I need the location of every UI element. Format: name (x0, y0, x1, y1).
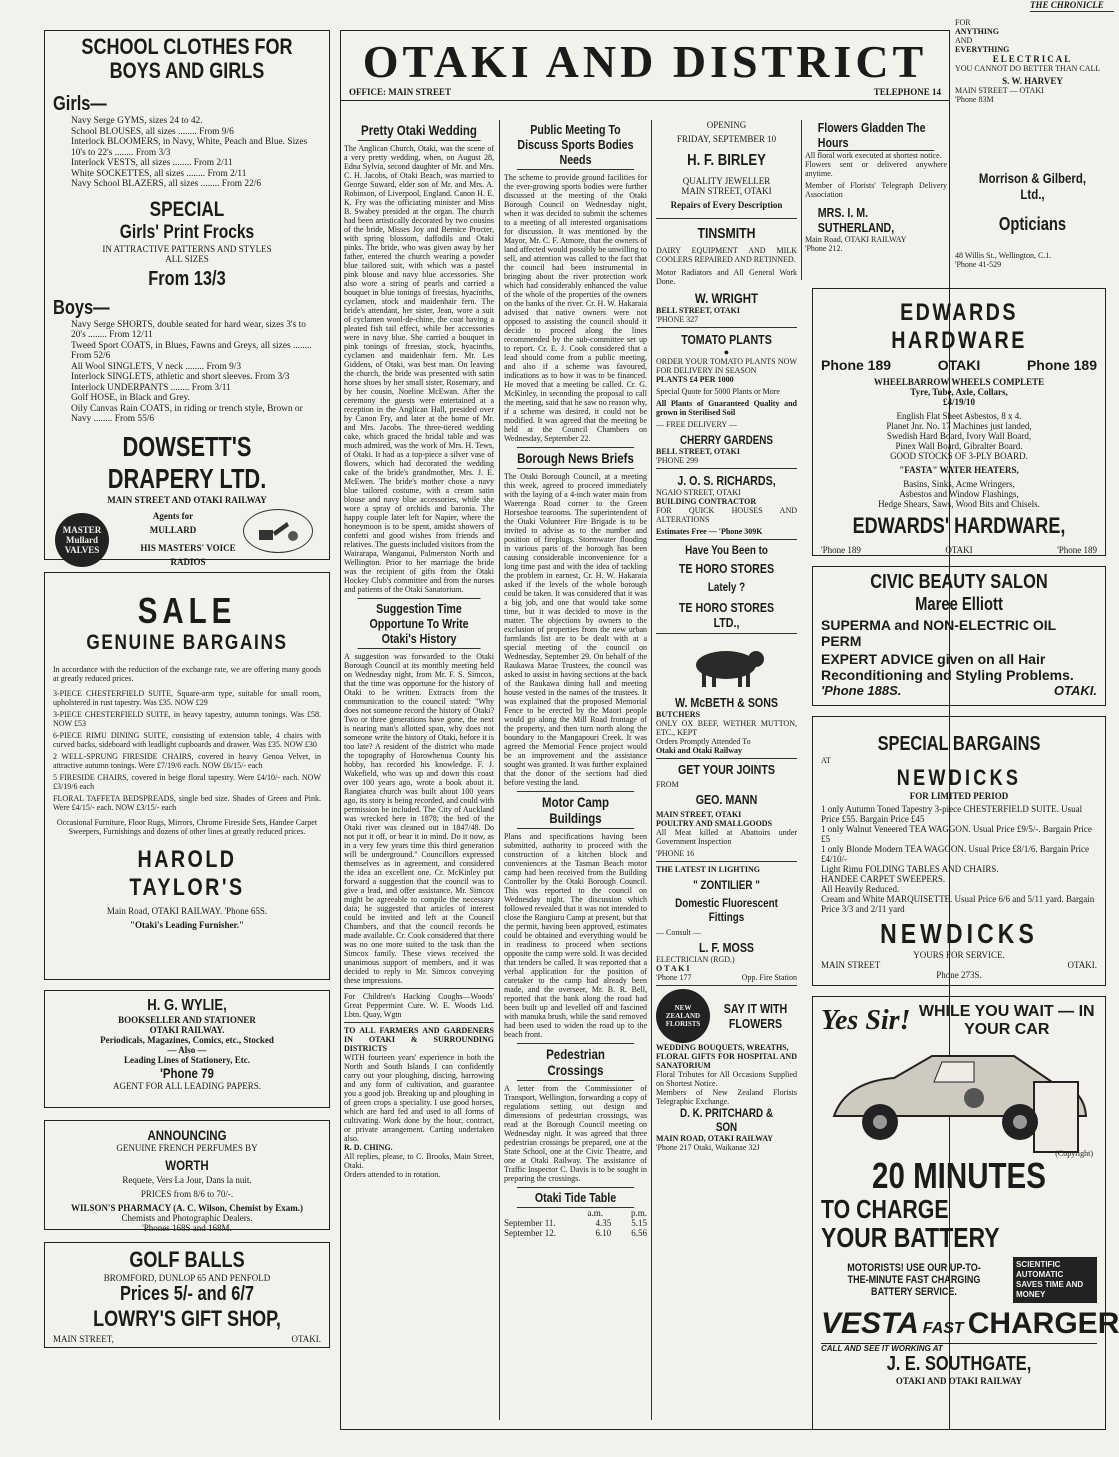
newdicks-period: FOR LIMITED PERIOD (909, 791, 1009, 801)
golf-town: OTAKI. (291, 1334, 321, 1344)
moss-opp: Opp. Fire Station (741, 973, 797, 982)
tinsmith-addr: BELL STREET, OTAKI (656, 306, 740, 315)
ad-title: SCHOOL CLOTHES FOR BOYS AND GIRLS (81, 34, 293, 83)
girls-item: School BLOUSES, all sizes ........ From 9/6 (71, 126, 234, 137)
vesta-charger: CHARGER (967, 1307, 1119, 1340)
richards-addr: NGAIO STREET, OTAKI (656, 488, 741, 497)
birley-repairs: Repairs of Every Description (670, 200, 783, 210)
vesta-brand: VESTA (821, 1307, 919, 1340)
tomato-name: CHERRY GARDENS (680, 433, 773, 447)
mann-title: GET YOUR JOINTS (678, 762, 775, 777)
wylie-place: OTAKI RAILWAY. (149, 1025, 225, 1035)
vesta-yes: Yes Sir! (821, 1005, 911, 1036)
district-title: OTAKI AND DISTRICT (362, 36, 928, 87)
pritchard-name: D. K. PRITCHARD & SON (680, 1106, 773, 1134)
from-price: From 13/3 (148, 267, 226, 290)
civic-item: EXPERT ADVICE given on all Hair Reconditioning and Styling Problems. (821, 651, 1074, 683)
agents-for: Agents for (152, 510, 194, 521)
harvey-l5: ELECTRICAL (992, 54, 1073, 64)
tinsmith-name: W. WRIGHT (694, 290, 759, 306)
farmers-addr: All replies, please, to C. Brooks, Main Street, Otaki. (344, 1152, 494, 1170)
newdicks-ad (812, 716, 1106, 986)
boys-list (53, 320, 321, 425)
tehoro-name: TE HORO STORES LTD., (678, 600, 775, 630)
mcbeth-trade: BUTCHERS (656, 710, 701, 719)
moss-brand: " ZONTILIER " (693, 878, 760, 892)
wedding-body: The Anglican Church, Otaki, was the scene of a very pretty wedding, when, on August 28, Edna Sylvia, second daughter of Mr. and Mrs. C. H. Jacobs, of Otaki Beach, was married to George Suward, elder son of Mr. and Mrs. A. Robinson, of Liverpool, England. Canon H. E. K. Fry was the officiating minister and Miss B. Swabey presided at the organ. The church had been artistically decorated by two cousins of the bride, Misses Joy and Bernice Procter, with spring blossom, daffodils and Otaki pinks. The bride, who was given away by her father, entered the church wearing a powder blue tailored suit, with which was a pastel pink blouse and navy blue accessories. She also wore a string of pearls and carried a bouquet in blue tonings of freesias, hyacinths, cyclamen, stock and maidenhair fern. The bride's attendant, her sister, Jean, wore a suit of cyclamen wool-de-chine, the coat having a pleated fish tail effect, while her accessories were in navy blue. She carried a bouquet in pink tonings of freesias, stock, hyacinths, cyclamen and maidenhair fern. Mr. Les Giddens, of Otaki, was best man. On leaving the church, the bride was presented with satin horse shoes by her small sister, Rosemary, and by her cousin, Noeline McEwan. After the ceremony the guests were entertained at a reception in the Anglican Hall, presided over by Canon Fry, and later at the home of Mr. and Mrs. Jacobs. The three-tiered wedding cake, which graced the bridal table and was much admired, was the work of Mrs. H. Tews, of Otaki. It had as a top-piece a silver vase of flowers, which had decorated the wedding cake of the bride's grandmother, Mrs. J. E. McEwen. The bride's mother chose a navy blue tailored costume, with a cream satin blouse and navy blue accessories, while she wore a spray of orchids and baronia. The happy couple later left for Napier, where the honeymoon is to be spent, amidst showers of confetti and good wishes from friends and relatives. The guests included visitors from the Wairarapa, Wanganui, Palmerston North and Wellington. Prior to her marriage the bride was the recipient of gifts from the Otaki Hockey Club's committee and from the nurses and patients of the Otaki Sanatorium. (344, 144, 494, 594)
boys-item: Golf HOSE, in Black and Grey. (71, 393, 190, 403)
civic-item: SUPERMA and NON-ELECTRIC OIL PERM (821, 617, 1056, 649)
sizes: ALL SIZES (165, 253, 209, 264)
newdicks-at: AT (821, 756, 831, 765)
civic-town: OTAKI. (1053, 683, 1097, 698)
birley-name: H. F. BIRLEY (687, 152, 766, 169)
newdicks-item: 1 only Autumn Toned Tapestry 3-piece CHESTERFIELD SUITE. Usual Price £55. Bargain Price £45 (821, 804, 1083, 824)
vesta-fast: FAST (922, 1320, 964, 1337)
vesta-motorists: MOTORISTS! USE OUR UP-TO-THE-MINUTE FAST CHARGING BATTERY SERVICE. (847, 1262, 981, 1298)
vesta-call: CALL AND SEE IT WORKING AT (821, 1343, 1097, 1353)
flowers-head: Flowers Gladden The Hours (818, 120, 934, 151)
boys-heading: Boys— (53, 296, 110, 319)
tomato-addr: BELL STREET, OTAKI (656, 447, 740, 456)
tinsmith-phone: 'PHONE 327 (656, 315, 699, 324)
newdicks-phone: Phone 273S. (936, 970, 982, 980)
sale-item: 2 WELL-SPRUNG FIRESIDE CHAIRS, covered in heavy Genoa Velvet, in attractive autumn tonings. Were £7/19/6 each. NOW £6/15/- each (53, 752, 321, 770)
newdicks-street: MAIN STREET (821, 960, 881, 970)
pritchard-say: SAY IT WITH FLOWERS (723, 1001, 788, 1031)
edwards-town: OTAKI (937, 357, 981, 373)
mann-from: FROM (656, 780, 679, 789)
girls-item: Interlock BLOOMERS, in Navy, White, Peach and Blue. Sizes 10's to 22's ........ From 3/3 (71, 137, 308, 158)
tide-am: a.m. (587, 1208, 603, 1218)
mullard: MULLARD (149, 524, 197, 535)
perfume-names: Requete, Vers La Jour, Dans la nuit. (122, 1175, 252, 1185)
boys-item: Tweed Sport COATS, in Blues, Fawns and Greys, all sizes ........ From 52/6 (71, 340, 312, 361)
edwards-fasta: "FASTA" WATER HEATERS, (899, 465, 1019, 475)
newdicks-town: OTAKI. (1067, 960, 1097, 970)
perfume-prices: PRICES from 8/6 to 70/-. (140, 1189, 234, 1199)
vesta-addr: OTAKI AND OTAKI RAILWAY (895, 1376, 1023, 1386)
vesta-bullet: SAVES TIME AND MONEY (1016, 1280, 1084, 1299)
tehoro-q3: Lately ? (707, 580, 746, 594)
flowers-l2: Flowers sent or delivered anywhere anytime. (805, 160, 947, 178)
vesta-charge: TO CHARGE (821, 1194, 949, 1224)
boys-item: Navy Serge SHORTS, double seated for hard wear, sizes 3's to 20's ........ From 12/11 (71, 319, 306, 340)
cough-classified: For Children's Hacking Coughs—Woods' Great Peppermint Cure. W. E. Woods Ltd. Lbtn. Quay, Wgtn (344, 992, 494, 1019)
tide-row (504, 1228, 647, 1238)
wylie-name: H. G. WYLIE, (147, 997, 227, 1014)
vesta-wait: WHILE YOU WAIT — IN YOUR CAR (918, 1003, 1095, 1038)
tide-day: September 11. (504, 1218, 556, 1228)
meeting-body: The scheme to provide ground facilities for the ever-growing sports bodies were further discussed at the meeting of the Otaki Borough Council on Wednesday night, when it was decided to submit the schemes to a meeting of all interested organisations for discussion. It was mentioned by the Mayor, Mr. C. F. Atmore, that the owners of land affected would possibly be unwilling to sell, and attention was called to the fact that the council had been instrumental in bringing about the river protection work which had considerably enhanced the value of the whole of the properties of the owners on the banks of the river. Cr. H. W. Hakaraia advised that native owners were not opposed to assisting the council should it decide to proceed along the lines recommended by the sub-committee set up to report. Cr. E. J. Cook considered that a lead should come from a public meeting, and also if a scheme was favoured, indications as to how it was to be financed. He moved that a meeting be called. Cr. G. McKinley, in seconding the proposal to call the meeting, said that he saw no reason why, if a scheme was desired, it could not be modified. It was agreed that the meeting be held at the Council Chambers on Wednesday, September 22. (504, 173, 647, 443)
mann-name: GEO. MANN (695, 792, 758, 807)
vesta-minutes: 20 MINUTES (872, 1155, 1046, 1196)
pritchard-member: Members of New Zealand Florists Telegraphic Exchange. (656, 1088, 797, 1106)
district-col-3 (651, 120, 797, 1420)
moss-trade: ELECTRICIAN (RGD.) (656, 955, 735, 964)
hmv-dog-icon (243, 509, 313, 553)
taylor-address: Main Road, OTAKI RAILWAY. 'Phone 65S. (106, 906, 268, 916)
tomato-title: TOMATO PLANTS (681, 332, 772, 347)
tomato-delivery: — FREE DELIVERY — (656, 420, 737, 429)
hmv-label: HIS MASTERS' VOICE (140, 542, 236, 553)
tomato-special: Special Quote for 5000 Plants or More (656, 387, 780, 396)
perfume-line2: Chemists and Photographic Dealers. (121, 1213, 253, 1223)
wylie-agent: AGENT FOR ALL LEADING PAPERS. (113, 1081, 261, 1091)
morrison-trade: Opticians (998, 214, 1067, 234)
florists-seal: NEW ZEALAND FLORISTS (656, 989, 710, 1043)
civic-name: Maree Elliott (915, 594, 1003, 614)
birley-date: FRIDAY, SEPTEMBER 10 (676, 134, 777, 144)
birley-trade: QUALITY JEWELLER (682, 176, 771, 186)
golf-prices: Prices 5/- and 6/7 (119, 1283, 254, 1305)
harold-taylor: HAROLD TAYLOR'S (129, 846, 245, 901)
pritchard-addr: MAIN ROAD, OTAKI RAILWAY (656, 1134, 774, 1143)
tide-pm-value: 5.15 (631, 1218, 647, 1228)
tinsmith-line2: Motor Radiators and All General Work Done. (656, 268, 797, 286)
edwards-line: GOOD STOCKS OF 3-PLY BOARD. (890, 451, 1028, 461)
sale-title: SALE (137, 590, 237, 631)
golf-street: MAIN STREET, (53, 1334, 114, 1344)
history-body: A suggestion was forwarded to the Otaki Borough Council at its monthly meeting held on Wednesday night, from Mr. F. S. Simcox, that the time was opportune for the history of Otaki to be written. Extracts from the communication to the council stated: "Why does not someone record the history of Otaki? Two or three generations have gone, the next is nearing man's allotted span, why does not someone write the history of Otaki, before it is too late? A resident of the district who made the topography of Horowhenua County his hobby, has recorded his knowledge. F. J. Wakefield, who was up and down this coast over 100 years ago, wrote a book about it. Rangiatea church was built about 100 years ago, its story is being recorded, and could with permission be included. The City of Auckland was wrecked here in 1878; the bed of the Otaki river was cleaned out in 1847/48. Do not put it off, or bear it in mind. Do it now, as in a very few years time this third generation will be underground." Councillors expressed themselves as in agreement, and considered the idea an excellent one. Cr. McKinley put forward a suggestion that the council was to give a lead, and offer assistance. Mr. Simcox might be agreeable to compile the necessary data; he suggested that articles of interest could be invited and left at the Council Chambers, and that the council records be made available. Cr. Cook considered that there was no one more suited to the task than the Simcox family. These views received the unanimous support of members, and it was decided to reply to Mr. Simcox conveying these impressions. (344, 652, 494, 985)
moss-consult: — Consult — (656, 928, 701, 937)
wylie-trade: BOOKSELLER AND STATIONER (118, 1015, 256, 1025)
newdicks-item: Cream and White MARQUISETTE. Usual Price 6/6 and 5/11 yard. Bargain Price 3/3 and 2/11 yard (821, 894, 1095, 914)
vesta-bullets (1013, 1257, 1097, 1303)
civic-ad (812, 566, 1106, 706)
edwards-tyre: Tyre, Tube, Axle, Collars, (910, 387, 1008, 397)
richards-est: Estimates Free — 'Phone 309K (656, 527, 763, 536)
newdicks-title: SPECIAL BARGAINS (877, 733, 1041, 755)
moss-name: L. F. MOSS (698, 940, 755, 955)
borough-body: The Otaki Borough Council, at a meeting this week, agreed to proceed immediately with the laying of a 4-inch water main from Waerenga Road corner to the Green Horseshoe tearooms. The superintendent of the Otaki Volunteer Fire Brigade is to be invited to advise as to the number and position of fireplugs. Stormwater flooding in various parts of the borough has been causing considerable inconvenience for a long time past and with the idea of tackling the problem in earnest, Cr. H. W. Hakaraia asked if the levels of the whole borough could be taken. It was considered that it was a big job, and one that would take some time, but it was decided to move in the matter. The objections by owners to the exclusion of properties from the new urban farmlands list are to be dealt with at a special meeting of the council on Wednesday, September 29. On behalf of the Raukawa Marae Trustees, the council was asked to assist in having sections at the back of the Raukawa dining hall and meeting house vested in the names of the trustees. It was explained that the proposed Memorial Fence to be erected by the Maori people would go along the Mill Road frontage of the property, and then turn north along the boundary to the Mangapouri Creek. It was agreed the Memorial Fence project would be an improvement and the assistance sought was granted. It was further explained that the donor of the sections had died before vesting the land. (504, 472, 647, 787)
newdicks-items (821, 804, 1097, 914)
golf-ad (44, 1242, 330, 1348)
edwards-title: EDWARDS HARDWARE (891, 299, 1027, 354)
camp-body: Plans and specifications having been submitted, authority to proceed with the construction of a kitchen block and conveniences at the Tasman Beach motor camp had been received from the Building Controller by the Otaki Borough Council. This was reported to the council on Wednesday night. The discussion which followed revealed that it was not intended to close the Rangiuru Camp at present, but that the permit, having been approved, estimates could be obtained and everything would be in readiness to proceed when sections opposite the camp were sold. It was decided that tenders be called. It was reported that a verbal application for the position of caretaker to the camp had already been made, and the overseer, Mr. B. R. Bell, reported that the bank along the road had been built up and levelled off and fascined with manuka brush, while the sand removed had been used to widen the road up to the beach front. (504, 832, 647, 1039)
richards-name: J. O. S. RICHARDS, (677, 473, 776, 488)
birley-addr: MAIN STREET, OTAKI (681, 186, 772, 196)
flowers-l1: All floral work executed at shortest notice. (805, 151, 942, 160)
sale-item: 3-PIECE CHESTERFIELD SUITE, Square-arm type, suitable for small room, upholstered in rust tapestry. Was £35. NOW £29 (53, 689, 321, 707)
bull-icon (656, 637, 797, 695)
boys-item: Interlock SINGLETS, athletic and short sleeves. From 3/3 (71, 372, 290, 382)
wylie-ad (44, 990, 330, 1108)
wylie-also: — Also — (167, 1045, 207, 1055)
morrison-ad (955, 170, 1110, 270)
pritchard-gifts: FLORAL GIFTS FOR HOSPITAL AND SANATORIUM (656, 1052, 797, 1070)
harvey-l1: FOR (955, 18, 971, 27)
history-head: Suggestion Time Opportune To Write Otaki's History (358, 598, 481, 649)
mann-phone: 'PHONE 16 (656, 849, 695, 858)
mann-meat: All Meat killed at Abattoirs under Government Inspection (656, 828, 797, 846)
girls-heading: Girls— (53, 93, 107, 115)
civic-title: CIVIC BEAUTY SALON (870, 571, 1048, 593)
vesta-ad (812, 996, 1119, 1430)
newdicks-item: All Heavily Reduced. (821, 884, 900, 894)
newdicks-item: 1 only Walnut Veneered TEA WAGGON. Usual Price £9/5/-. Bargain Price £5 (821, 824, 1092, 844)
meeting-head: Public Meeting To Discuss Sports Bodies Needs (517, 120, 634, 170)
patterns: IN ATTRACTIVE PATTERNS AND STYLES (102, 243, 272, 254)
print-frocks: Girls' Print Frocks (119, 221, 255, 243)
edwards-phone-r: Phone 189 (1026, 357, 1097, 373)
borough-head: Borough News Briefs (517, 447, 634, 469)
moss-latest: THE LATEST IN LIGHTING (656, 865, 760, 874)
girls-item: Interlock VESTS, all sizes ........ From 2/11 (71, 158, 233, 168)
district-col-4 (801, 120, 947, 280)
edwards-title2: EDWARDS' HARDWARE, (852, 513, 1066, 538)
golf-title: GOLF BALLS (129, 1247, 245, 1272)
store-address: MAIN STREET AND OTAKI RAILWAY (107, 494, 267, 505)
newdicks-item: Light Rimu FOLDING TABLES AND CHAIRS. (821, 864, 999, 874)
newdicks-name: NEWDICKS (896, 765, 1022, 790)
crossings-head: Pedestrian Crossings (517, 1043, 634, 1081)
taylor-slogan: "Otaki's Leading Furnisher." (130, 920, 244, 930)
wedding-head: Pretty Otaki Wedding (358, 120, 481, 141)
district-col-1 (344, 120, 494, 1420)
school-clothes-ad (44, 30, 330, 567)
edwards-asbestos: Asbestos and Window Flashings, (899, 489, 1019, 499)
tide-head: Otaki Tide Table (517, 1187, 634, 1208)
mcbeth-name: W. McBETH & SONS (674, 695, 779, 710)
flowers-l3: Member of Florists' Telegraph Delivery Association (805, 181, 947, 199)
crossings-body: A letter from the Commissioner of Transport, Wellington, forwarding a copy of regulations setting out design and dimensions of pedestrian crossings, was read at the Borough Council meeting on Wednesday night. It was agreed that three pedestrian crossings be prepared, one at the State School, one at the Civic Theatre, and one at Otaki Railway. The assistance of Traffic Inspector C. Davis is to be sought in preparing the crossings. (504, 1084, 647, 1183)
vesta-name: J. E. SOUTHGATE, (886, 1353, 1032, 1375)
newdicks-item: HANDEE CARPET SWEEPERS. (821, 874, 946, 884)
moss-town: O T A K I (656, 964, 690, 973)
farmers-head: TO ALL FARMERS AND GARDENERS IN OTAKI & SURROUNDING DISTRICTS (344, 1026, 494, 1053)
tomato-price: PLANTS £4 PER 1000 (656, 375, 734, 384)
morrison-name: Morrison & Gilberd, Ltd., (978, 170, 1087, 202)
paper-name: THE CHRONICLE (1030, 0, 1114, 12)
boys-item: Oily Canvas Rain COATS, in riding or trench style, Brown or Navy ........ From 55/6 (71, 403, 303, 424)
harvey-l6: YOU CANNOT DO BETTER THAN CALL (955, 64, 1101, 73)
tomato-order: ORDER YOUR TOMATO PLANTS NOW FOR DELIVERY IN SEASON (656, 357, 797, 375)
tide-pm: p.m. (630, 1208, 647, 1218)
edwards-lines (821, 411, 1097, 461)
radios: RADIOS (170, 556, 206, 567)
farmers-name: R. D. CHING. (344, 1143, 393, 1152)
flowers-name: MRS. I. M. SUTHERLAND, (817, 205, 895, 235)
perfume-ad (44, 1120, 330, 1233)
tinsmith-line1: DAIRY EQUIPMENT AND MILK COOLERS REPAIRED AND RETINNED. (656, 246, 797, 264)
perfume-title: ANNOUNCING (147, 1127, 227, 1143)
bullet-icon: ● (723, 347, 730, 357)
mcbeth-line2: Orders Promptly Attended To (656, 737, 751, 746)
vesta-bullet: AUTOMATIC (1016, 1270, 1064, 1279)
newdicks-item: 1 only Blonde Modern TEA WAGGON. Usual Price £8/1/6. Bargain Price £4/10/- (821, 844, 1089, 864)
edwards-line: Pinex Wall Board, Gibralter Board. (895, 441, 1023, 451)
perfume-brand: WORTH (165, 1157, 209, 1173)
mann-poultry: POULTRY AND SMALLGOODS (656, 819, 773, 828)
tehoro-q2: TE HORO STORES (678, 561, 775, 576)
tomato-phone: 'PHONE 299 (656, 456, 699, 465)
pritchard-phone: 'Phone 217 Otaki, Waikanae 32J (656, 1143, 760, 1152)
edwards-line: English Flat Sheet Asbestos, 8 x 4. (896, 411, 1022, 421)
civic-phone: 'Phone 188S. (821, 683, 902, 698)
tide-am-value: 6.10 (595, 1228, 612, 1238)
newdicks-yours: YOURS FOR SERVICE. (913, 950, 1005, 960)
boys-item: Interlock UNDERPANTS ........ From 3/11 (71, 382, 231, 393)
wylie-goods: Periodicals, Magazines, Comics, etc., Stocked (100, 1035, 274, 1045)
girls-item: Navy Serge GYMS, sizes 24 to 42. (71, 116, 203, 126)
harvey-ad (955, 18, 1110, 143)
edwards-f-town: OTAKI (945, 545, 973, 555)
harvey-addr: MAIN STREET — OTAKI (955, 86, 1044, 95)
flowers-phone: 'Phone 212. (805, 244, 843, 253)
district-office: OFFICE: MAIN STREET (349, 87, 452, 97)
richards-trade: BUILDING CONTRACTOR (656, 497, 757, 506)
birley-opening: OPENING (706, 120, 747, 130)
mullard-logo: MASTER Mullard VALVES (55, 513, 109, 567)
district-col-2 (499, 120, 647, 1420)
mcbeth-line3: Otaki and Otaki Railway (656, 746, 743, 755)
harvey-name: S. W. HARVEY (1002, 76, 1063, 86)
car-icon (821, 1039, 1097, 1157)
golf-brands: BROMFORD, DUNLOP 65 AND PENFOLD (103, 1273, 271, 1283)
district-phone: TELEPHONE 14 (873, 87, 941, 97)
edwards-line: Planet Jnr. No. 17 Machines just landed, (886, 421, 1032, 431)
perfume-shop: WILSON'S PHARMACY (A. C. Wilson, Chemist by Exam.) (70, 1203, 304, 1213)
harvey-l3: AND (955, 36, 973, 45)
vesta-battery: YOUR BATTERY (821, 1222, 1000, 1253)
tide-day: September 12. (504, 1228, 556, 1238)
sale-item: 3-PIECE CHESTERFIELD SUITE, in heavy tapestry, autumn tonings. Was £58. NOW £53 (53, 710, 321, 728)
sale-sub: GENUINE BARGAINS (86, 631, 288, 654)
edwards-ad (812, 288, 1106, 556)
tinsmith-title: TINSMITH (697, 225, 756, 242)
flowers-addr: Main Road, OTAKI RAILWAY (805, 235, 907, 244)
tide-pm-value: 6.56 (631, 1228, 647, 1238)
farmers-body: WITH fourteen years' experience in both the North and South Islands I can confidently carry out your ploughing, discing, harrowing and any form of cultivation, and guarantee you a good job. Breaking up and ploughing in of green crops a speciality. I use good horses, which are hard fed and used to all forms of cultivating. Work done by the hour, contract, or private arrangement. Carting undertaken also. (344, 1053, 494, 1143)
wylie-phone: 'Phone 79 (160, 1065, 214, 1081)
mcbeth-line1: ONLY OX BEEF, WETHER MUTTON, ETC., KEPT (656, 719, 797, 737)
girls-item: White SOCKETTES, all sizes ........ From 2/11 (71, 168, 247, 179)
camp-head: Motor Camp Buildings (517, 791, 634, 829)
perfume-phone: 'Phones 168S and 168M. (142, 1223, 232, 1233)
tomato-quality: All Plants of Guaranteed Quality and grown in Sterilised Soil (656, 399, 797, 417)
boys-item: All Wool SINGLETS, V neck ........ From 9/3 (71, 361, 242, 372)
edwards-phone-l: Phone 189 (821, 357, 892, 373)
tide-rows (504, 1218, 647, 1238)
perfume-sub: GENUINE FRENCH PERFUMES BY (116, 1143, 258, 1153)
girls-item: Navy School BLAZERS, all sizes ........ From 22/6 (71, 179, 262, 189)
moss-phone: 'Phone 177 (656, 973, 692, 982)
edwards-price: £4/19/10 (942, 397, 975, 407)
civic-items (821, 617, 1097, 683)
pritchard-bouquets: WEDDING BOUQUETS, WREATHS, (656, 1043, 789, 1052)
golf-shop: LOWRY'S GIFT SHOP, (93, 1306, 281, 1331)
newdicks-name2: NEWDICKS (880, 918, 1038, 949)
edwards-f-phone2: 'Phone 189 (1057, 545, 1097, 555)
vesta-copyright: (Copyright) (1055, 1149, 1093, 1158)
tide-am-value: 4.35 (595, 1218, 612, 1228)
moss-line: Domestic Fluorescent Fittings (675, 896, 778, 924)
edwards-wheel: WHEELBARROW WHEELS COMPLETE (873, 377, 1045, 387)
tide-row (504, 1218, 647, 1228)
edwards-hedge: Hedge Shears, Saws, Wood Bits and Chisels. (878, 499, 1040, 509)
mann-addr: MAIN STREET, OTAKI (656, 810, 742, 819)
morrison-phone: 'Phone 41-529 (955, 260, 1002, 269)
edwards-line: Swedish Hard Board, Ivory Wall Board, (886, 431, 1032, 441)
richards-homes: FOR QUICK HOUSES AND ALTERATIONS (656, 506, 797, 524)
harvey-l2: ANYTHING (955, 27, 1000, 36)
wylie-lines: Leading Lines of Stationery, Etc. (123, 1055, 250, 1065)
edwards-f-phone: 'Phone 189 (821, 545, 861, 555)
morrison-addr: 48 Willis St., Wellington, C.1. (955, 251, 1052, 260)
harvey-l4: EVERYTHING (955, 45, 1010, 54)
edwards-basins: Basins, Sinks, Acme Wringers, (903, 479, 1015, 489)
store-name: DOWSETT'S DRAPERY LTD. (107, 430, 267, 494)
sale-item: FLORAL TAFFETA BEDSPREADS, single bed size. Shades of Green and Pink. Were £4/15/- each. NOW £3/15/- each (53, 794, 321, 812)
sale-outro: Occasional Furniture, Floor Rugs, Mirrors, Chrome Fireside Sets, Handee Carpet Sweepers, Furnishings and dozens of other lines at greatly reduced prices. (56, 818, 318, 836)
sale-item: 5 FIRESIDE CHAIRS, covered in beige floral tapestry. Were £4/10/- each. NOW £3/19/6 each (53, 773, 321, 791)
girls-list (53, 116, 321, 190)
vesta-bullet: SCIENTIFIC (1016, 1260, 1061, 1269)
special-heading: SPECIAL (149, 197, 225, 221)
sale-list (53, 689, 321, 812)
sale-ad (44, 572, 330, 980)
farmers-note: Orders attended to in rotation. (344, 1170, 441, 1179)
harvey-phone: 'Phone 83M (955, 95, 994, 104)
tehoro-q1: Have You Been to (685, 543, 768, 557)
sale-item: 6-PIECE RIMU DINING SUITE, consisting of extension table, 4 chairs with curved backs, sideboard with leadlight cupboards and drawer. Was £35. NOW £30 (53, 731, 321, 749)
sale-intro: In accordance with the reduction of the exchange rate, we are offering many goods at greatly reduced prices. (53, 665, 321, 683)
pritchard-tributes: Floral Tributes for All Occasions Supplied on Shortest Notice. (656, 1070, 797, 1088)
